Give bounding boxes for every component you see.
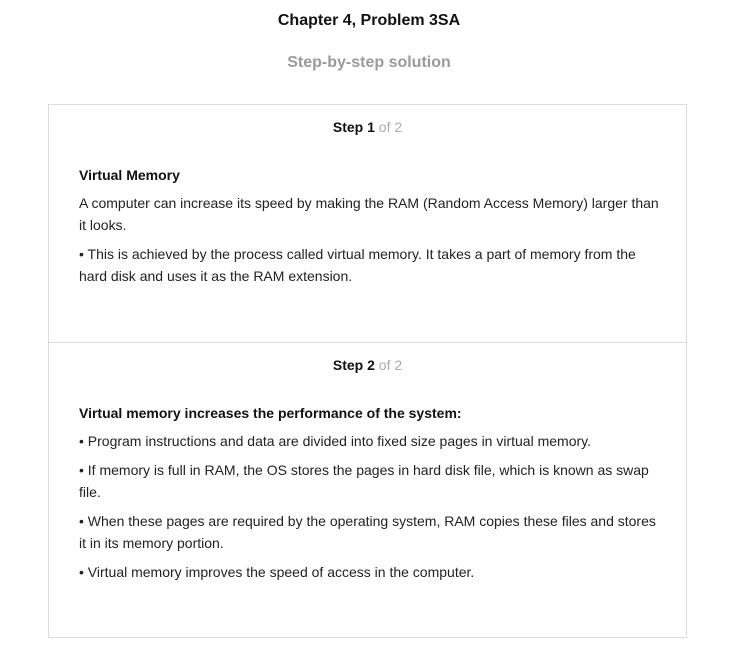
solution-box (48, 104, 687, 638)
step-paragraph: • This is achieved by the process called virtual memory. It takes a part of memory from the hard disk and uses it as the RAM extension. (79, 246, 636, 284)
step-2-body (79, 405, 659, 590)
step-number: 2 (367, 357, 375, 373)
step-1-body (79, 167, 659, 294)
step-1 (49, 105, 686, 343)
step-paragraph: • When these pages are required by the operating system, RAM copies these files and stores it in its memory portion. (79, 513, 656, 551)
page-subtitle: Step-by-step solution (287, 54, 451, 71)
step-heading: Virtual Memory (79, 167, 180, 183)
step-paragraph: • Program instructions and data are divided into fixed size pages in virtual memory. (79, 433, 591, 449)
step-2 (49, 343, 686, 638)
step-label: Step (332, 119, 364, 135)
step-paragraph: A computer can increase its speed by making the RAM (Random Access Memory) larger than it looks. (79, 195, 659, 233)
step-paragraph: • If memory is full in RAM, the OS stores the pages in hard disk file, which is known as swap file. (79, 462, 649, 500)
step-heading: Virtual memory increases the performance of the system: (79, 405, 462, 421)
page-title: Chapter 4, Problem 3SA (277, 12, 461, 29)
step-paragraph: • Virtual memory improves the speed of access in the computer. (79, 564, 475, 580)
step-1-header (49, 119, 686, 136)
step-number: 1 (367, 119, 375, 135)
step-total: of 2 (378, 357, 403, 373)
step-label: Step (332, 357, 364, 373)
step-total: of 2 (378, 119, 403, 135)
step-2-header (49, 357, 686, 374)
